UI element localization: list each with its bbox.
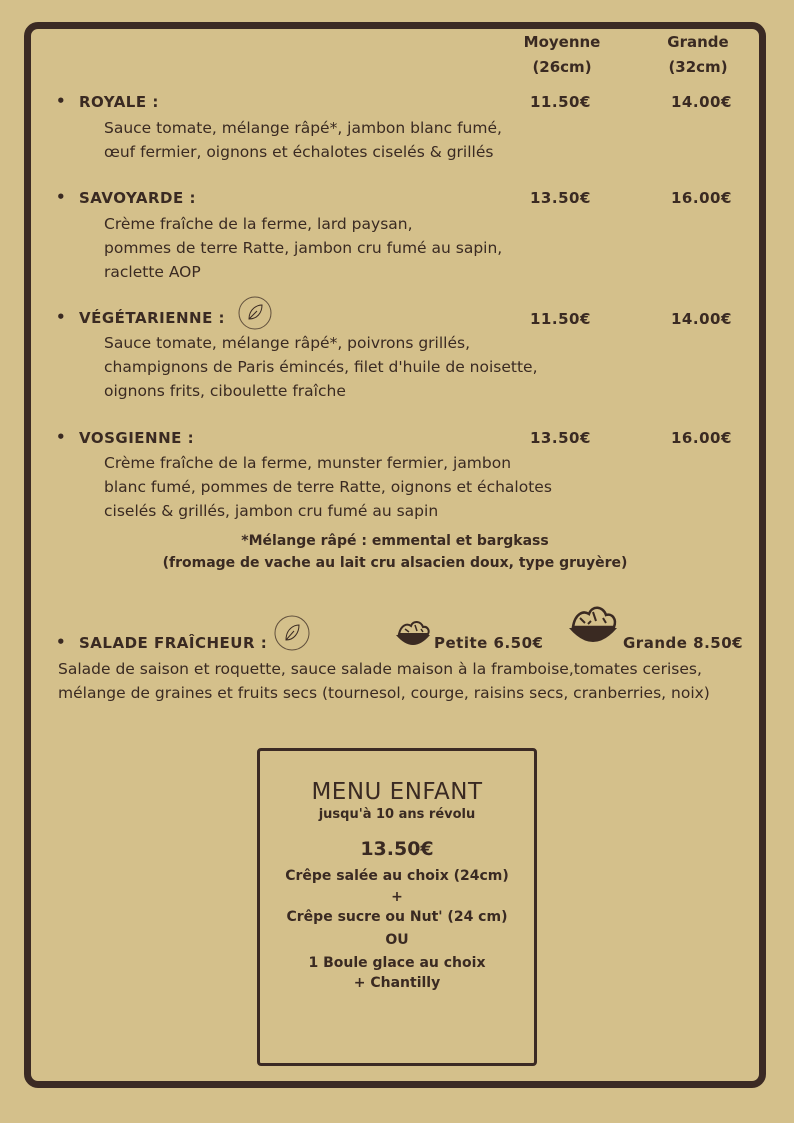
bullet: • xyxy=(56,92,66,110)
price-medium: 13.50€ xyxy=(530,189,591,207)
kids-menu-subtitle: jusqu'à 10 ans révolu xyxy=(318,807,476,822)
bullet: • xyxy=(56,428,66,446)
header-medium xyxy=(512,30,612,80)
price-large: 16.00€ xyxy=(671,429,732,447)
price-medium: 11.50€ xyxy=(530,310,591,328)
note-line: (fromage de vache au lait cru alsacien doux, type gruyère) xyxy=(162,555,628,571)
description-line: blanc fumé, pommes de terre Ratte, oignons et échalotes xyxy=(104,478,552,496)
pizza-name: ROYALE : xyxy=(79,93,159,111)
kids-menu-line: + Chantilly xyxy=(353,975,441,991)
salad-name: SALADE FRAÎCHEUR : xyxy=(79,634,268,652)
kids-menu-plus: + xyxy=(391,889,403,905)
description-line: Crème fraîche de la ferme, lard paysan, xyxy=(104,215,413,233)
pizza-name: VÉGÉTARIENNE : xyxy=(79,309,226,327)
kids-menu-price: 13.50€ xyxy=(360,838,434,860)
header-medium-label: Moyenne xyxy=(523,33,601,51)
price-medium: 11.50€ xyxy=(530,93,591,111)
kids-menu-box xyxy=(257,748,537,1066)
description-line: Sauce tomate, mélange râpé*, jambon blanc fumé, xyxy=(104,119,502,137)
description-line: champignons de Paris émincés, filet d'huile de noisette, xyxy=(104,358,538,376)
kids-menu-title: MENU ENFANT xyxy=(311,779,483,805)
header-large xyxy=(648,30,748,80)
pizza-name: SAVOYARDE : xyxy=(79,189,196,207)
pizza-description xyxy=(104,116,502,164)
salad-price-small: Petite 6.50€ xyxy=(434,634,544,652)
salad-price-large: Grande 8.50€ xyxy=(623,634,744,652)
description-line: pommes de terre Ratte, jambon cru fumé au sapin, xyxy=(104,239,503,257)
kids-menu-line: Crêpe salée au choix (24cm) xyxy=(285,868,509,884)
description-line: Crème fraîche de la ferme, munster fermier, jambon xyxy=(104,454,512,472)
vegetarian-badge-icon xyxy=(237,295,273,331)
price-large: 14.00€ xyxy=(671,310,732,328)
ingredient-note xyxy=(140,530,650,574)
description-line: raclette AOP xyxy=(104,263,201,281)
description-line: Salade de saison et roquette, sauce salade maison à la framboise,tomates cerises, xyxy=(58,660,702,678)
salad-bowl-large-icon xyxy=(566,602,620,652)
bullet: • xyxy=(56,188,66,206)
pizza-description xyxy=(104,451,552,523)
description-line: ciselés & grillés, jambon cru fumé au sapin xyxy=(104,502,439,520)
header-medium-size: (26cm) xyxy=(532,58,592,76)
header-large-label: Grande xyxy=(667,33,729,51)
pizza-description xyxy=(104,331,538,403)
description-line: œuf fermier, oignons et échalotes ciselés & grillés xyxy=(104,143,494,161)
note-line: *Mélange râpé : emmental et bargkass xyxy=(241,533,549,549)
bullet: • xyxy=(56,633,66,651)
price-medium: 13.50€ xyxy=(530,429,591,447)
pizza-name: VOSGIENNE : xyxy=(79,429,195,447)
kids-menu-line: 1 Boule glace au choix xyxy=(308,955,486,971)
price-large: 14.00€ xyxy=(671,93,732,111)
salad-bowl-small-icon xyxy=(393,617,433,653)
price-large: 16.00€ xyxy=(671,189,732,207)
vegetarian-badge-icon xyxy=(273,614,311,652)
pizza-description xyxy=(104,212,502,284)
header-large-size: (32cm) xyxy=(668,58,728,76)
description-line: oignons frits, ciboulette fraîche xyxy=(104,382,346,400)
description-line: mélange de graines et fruits secs (tournesol, courge, raisins secs, cranberries, noix) xyxy=(58,684,710,702)
kids-menu-line: Crêpe sucre ou Nut' (24 cm) xyxy=(286,909,508,925)
bullet: • xyxy=(56,308,66,326)
salad-description xyxy=(58,657,710,705)
description-line: Sauce tomate, mélange râpé*, poivrons grillés, xyxy=(104,334,470,352)
kids-menu-or: OU xyxy=(385,932,409,948)
